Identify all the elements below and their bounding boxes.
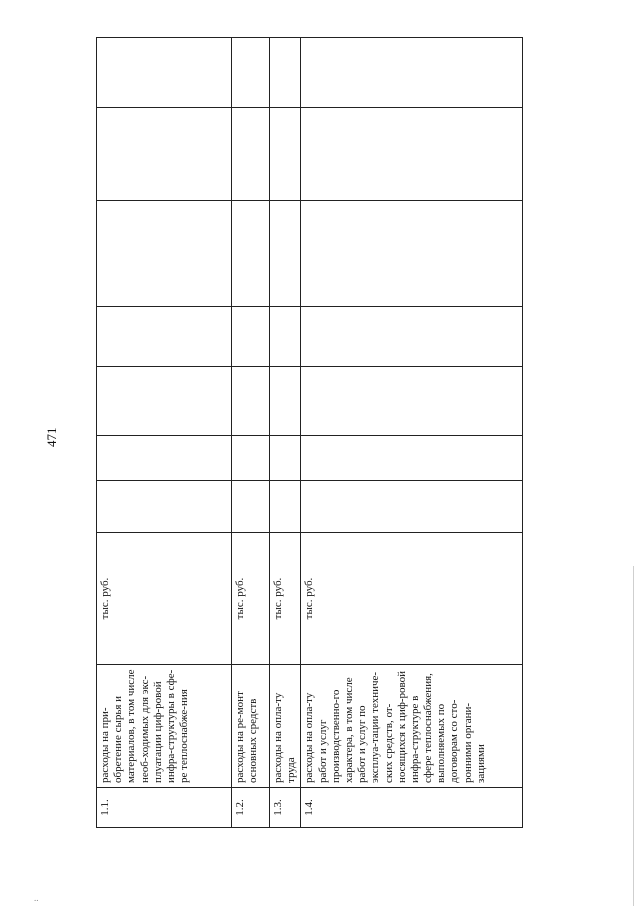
table-cell xyxy=(232,38,270,108)
row-unit: тыс. руб. xyxy=(232,533,270,665)
table-cell xyxy=(97,108,232,201)
table-cell xyxy=(270,201,301,307)
table-cell xyxy=(301,481,523,533)
table-cell xyxy=(232,481,270,533)
table-cell xyxy=(270,108,301,201)
table-cell xyxy=(232,307,270,367)
rotated-table xyxy=(96,38,520,828)
data-table xyxy=(96,37,523,828)
table-cell xyxy=(270,307,301,367)
table-cell xyxy=(301,367,523,436)
table-cell xyxy=(301,436,523,481)
page-number: 471 xyxy=(44,427,59,447)
row-name: расходы на опла-ту работ и услуг производственно-го характера, в том числе работ и услуг по эксплуа-тации техниче-ских средств, от-носящихся к циф-ровой инфра-структуре в сфере теплоснабжения, выполняемых по договорам со сто-ронними органи-зациями xyxy=(301,665,523,788)
table-cell xyxy=(232,367,270,436)
table-cell xyxy=(301,108,523,201)
table-cell xyxy=(97,367,232,436)
scan-edge xyxy=(633,566,640,906)
table-cell xyxy=(270,481,301,533)
row-unit: тыс. руб. xyxy=(97,533,232,665)
row-number: 1.2. xyxy=(232,788,270,828)
row-name: расходы на ре-монт основных средств xyxy=(232,665,270,788)
row-number: 1.4. xyxy=(301,788,523,828)
row-unit: тыс. руб. xyxy=(301,533,523,665)
table-cell xyxy=(301,201,523,307)
scan-mark: .. xyxy=(34,893,39,903)
table-cell xyxy=(270,436,301,481)
row-name: расходы на опла-ту труда xyxy=(270,665,301,788)
table-cell xyxy=(97,436,232,481)
table-cell xyxy=(97,38,232,108)
table-row xyxy=(301,38,523,828)
table-cell xyxy=(232,201,270,307)
row-name: расходы на при-обретение сырья и материалов, в том числе необ-ходимых для экс-плуатации циф-ровой инфра-структуры в сфе-ре теплоснабже-ния xyxy=(97,665,232,788)
table-cell xyxy=(232,108,270,201)
table-cell xyxy=(97,201,232,307)
row-unit: тыс. руб. xyxy=(270,533,301,665)
table-cell xyxy=(232,436,270,481)
table-cell xyxy=(301,38,523,108)
table-cell xyxy=(97,481,232,533)
table-row xyxy=(270,38,301,828)
table-row xyxy=(97,38,232,828)
table-cell xyxy=(270,38,301,108)
table-cell xyxy=(270,367,301,436)
row-number: 1.1. xyxy=(97,788,232,828)
table-row xyxy=(232,38,270,828)
table-cell xyxy=(301,307,523,367)
table-cell xyxy=(97,307,232,367)
row-number: 1.3. xyxy=(270,788,301,828)
